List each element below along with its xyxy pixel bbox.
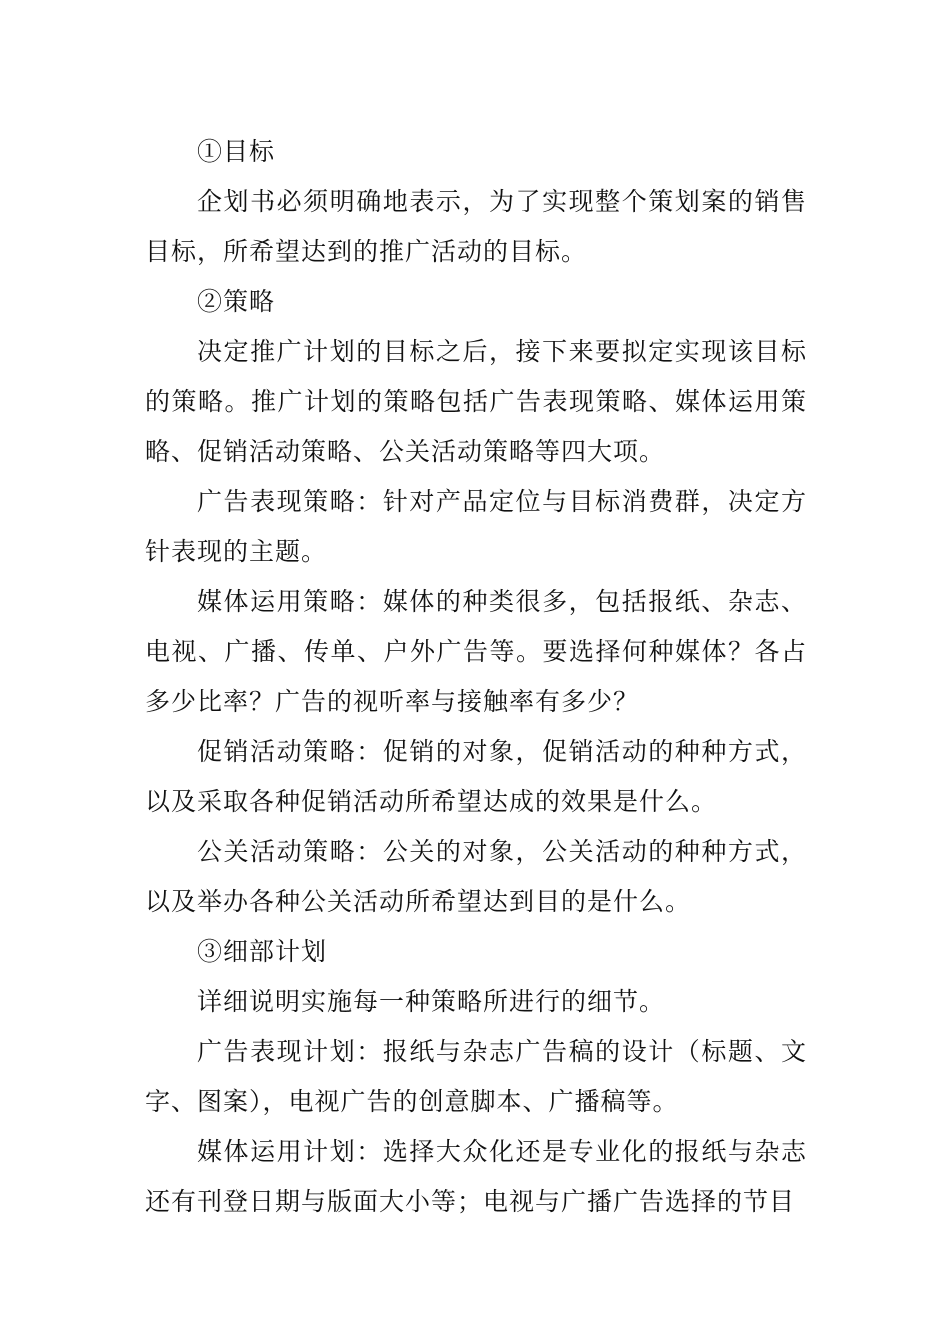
section-heading-strategy: ②策略 (197, 287, 276, 316)
paragraph-media-plan: 媒体运用计划：选择大众化还是专业化的报纸与杂志还有刊登日期与版面大小等；电视与广播广告选择的节目 (145, 1137, 807, 1216)
paragraph-strategy-overview: 决定推广计划的目标之后，接下来要拟定实现该目标的策略。推广计划的策略包括广告表现策略、媒体运用策略、促销活动策略、公关活动策略等四大项。 (145, 337, 807, 466)
paragraph-goal-description: 企划书必须明确地表示，为了实现整个策划案的销售目标，所希望达到的推广活动的目标。 (145, 187, 807, 266)
section-heading-detailed-plan: ③细部计划 (197, 937, 328, 966)
section-heading-goal: ①目标 (197, 137, 276, 166)
paragraph-ad-expression-plan: 广告表现计划：报纸与杂志广告稿的设计（标题、文字、图案），电视广告的创意脚本、广播稿等。 (145, 1037, 807, 1116)
paragraph-media-strategy: 媒体运用策略：媒体的种类很多，包括报纸、杂志、电视、广播、传单、户外广告等。要选择何种媒体？各占多少比率？广告的视听率与接触率有多少？ (145, 587, 807, 716)
paragraph-pr-strategy: 公关活动策略：公关的对象，公关活动的种种方式，以及举办各种公关活动所希望达到目的是什么。 (145, 837, 807, 916)
paragraph-ad-expression-strategy: 广告表现策略：针对产品定位与目标消费群，决定方针表现的主题。 (145, 487, 807, 566)
document-body (145, 127, 807, 1227)
paragraph-detailed-plan-intro: 详细说明实施每一种策略所进行的细节。 (197, 987, 666, 1016)
paragraph-promotion-strategy: 促销活动策略：促销的对象，促销活动的种种方式，以及采取各种促销活动所希望达成的效果是什么。 (145, 737, 807, 816)
